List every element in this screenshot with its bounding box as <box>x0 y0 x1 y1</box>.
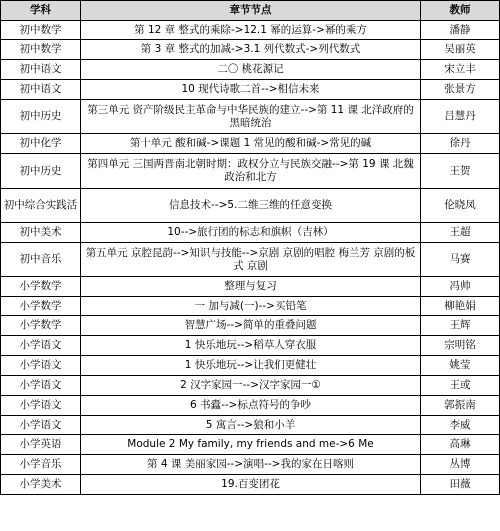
cell-chapter: 信息技术-->5.二维三维的任意变换 <box>81 189 421 223</box>
header-teacher: 教师 <box>421 1 500 21</box>
cell-teacher: 姚莹 <box>421 356 500 376</box>
cell-subject: 初中化学 <box>1 134 81 154</box>
table-row <box>1 277 500 297</box>
cell-subject: 初中历史 <box>1 154 81 189</box>
cell-teacher: 郭振南 <box>421 396 500 416</box>
cell-chapter: 10 现代诗歌二首-->相信未来 <box>81 80 421 100</box>
table-row <box>1 100 500 134</box>
table-header-row <box>1 1 500 21</box>
cell-teacher: 王贺 <box>421 154 500 189</box>
cell-subject: 小学音乐 <box>1 455 81 475</box>
cell-chapter: 19.百变团花 <box>81 475 421 495</box>
cell-chapter: 智慧广场-->简单的重叠问题 <box>81 316 421 336</box>
table-row <box>1 243 500 277</box>
cell-subject: 初中语文 <box>1 60 81 80</box>
cell-chapter: 第三单元 资产阶级民主革命与中华民族的建立-->第 11 课 北洋政府的黑暗统治 <box>81 100 421 134</box>
cell-teacher: 马赛 <box>421 243 500 277</box>
cell-chapter: 第 12 章 整式的乘除->12.1 幂的运算->幂的乘方 <box>81 21 421 40</box>
table-body <box>1 21 500 495</box>
cell-teacher: 王或 <box>421 376 500 396</box>
cell-chapter: 整理与复习 <box>81 277 421 297</box>
cell-chapter: 二〇 桃花源记 <box>81 60 421 80</box>
header-subject: 学科 <box>1 1 81 21</box>
cell-subject: 小学数学 <box>1 277 81 297</box>
cell-teacher: 宗明铭 <box>421 336 500 356</box>
cell-subject: 初中语文 <box>1 80 81 100</box>
table-row <box>1 154 500 189</box>
cell-teacher: 李威 <box>421 416 500 435</box>
cell-teacher: 宋立丰 <box>421 60 500 80</box>
cell-teacher: 徐丹 <box>421 134 500 154</box>
cell-subject: 小学英语 <box>1 435 81 455</box>
cell-subject: 小学语文 <box>1 336 81 356</box>
cell-subject: 小学语文 <box>1 376 81 396</box>
table-row <box>1 297 500 316</box>
cell-chapter: 第四单元 三国两晋南北朝时期：政权分立与民族交融-->第 19 课 北魏政治和北方 <box>81 154 421 189</box>
table-row <box>1 21 500 40</box>
cell-subject: 初中综合实践活 <box>1 189 81 223</box>
cell-chapter: 1 快乐地玩-->稻草人穿衣服 <box>81 336 421 356</box>
table-row <box>1 396 500 416</box>
cell-chapter: Module 2 My family, my friends and me->6 Me <box>81 435 421 455</box>
cell-subject: 初中数学 <box>1 40 81 60</box>
header-chapter: 章节节点 <box>81 1 421 21</box>
cell-chapter: 第五单元 京腔昆韵-->知识与技能-->京剧 京剧的唱腔 梅兰芳 京剧的板式 京剧 <box>81 243 421 277</box>
cell-chapter: 2 汉字家园一-->汉字家园一① <box>81 376 421 396</box>
cell-subject: 小学语文 <box>1 416 81 435</box>
table-row <box>1 223 500 243</box>
cell-chapter: 第十单元 酸和碱->课题 1 常见的酸和碱->常见的碱 <box>81 134 421 154</box>
table-row <box>1 435 500 455</box>
cell-subject: 小学数学 <box>1 297 81 316</box>
table-row <box>1 416 500 435</box>
cell-teacher: 吕慧丹 <box>421 100 500 134</box>
cell-teacher: 高琳 <box>421 435 500 455</box>
table-row <box>1 455 500 475</box>
cell-subject: 初中数学 <box>1 21 81 40</box>
cell-teacher: 张景方 <box>421 80 500 100</box>
cell-teacher: 柳艳娟 <box>421 297 500 316</box>
cell-subject: 小学语文 <box>1 356 81 376</box>
table-row <box>1 40 500 60</box>
table-row <box>1 376 500 396</box>
cell-subject: 小学语文 <box>1 396 81 416</box>
table-row <box>1 60 500 80</box>
table-row <box>1 475 500 495</box>
cell-subject: 初中音乐 <box>1 243 81 277</box>
cell-teacher: 伦晓凤 <box>421 189 500 223</box>
cell-chapter: 第 3 章 整式的加减->3.1 列代数式->列代数式 <box>81 40 421 60</box>
cell-teacher: 吴丽英 <box>421 40 500 60</box>
cell-chapter: 1 快乐地玩-->让我们更健壮 <box>81 356 421 376</box>
cell-teacher: 潘静 <box>421 21 500 40</box>
table-row <box>1 80 500 100</box>
cell-chapter: 5 寓言-->狼和小羊 <box>81 416 421 435</box>
cell-teacher: 王超 <box>421 223 500 243</box>
cell-chapter: 第 4 课 美丽家园-->演唱-->我的家在日喀则 <box>81 455 421 475</box>
cell-chapter: 一 加与减(一)-->买铅笔 <box>81 297 421 316</box>
cell-teacher: 田薇 <box>421 475 500 495</box>
table-row <box>1 356 500 376</box>
cell-subject: 初中历史 <box>1 100 81 134</box>
table-row <box>1 316 500 336</box>
cell-subject: 小学数学 <box>1 316 81 336</box>
cell-chapter: 10-->旅行团的标志和旗帜（吉林） <box>81 223 421 243</box>
cell-subject: 小学美术 <box>1 475 81 495</box>
table-row <box>1 134 500 154</box>
table-row <box>1 336 500 356</box>
cell-chapter: 6 书蠹-->标点符号的争吵 <box>81 396 421 416</box>
cell-teacher: 王辉 <box>421 316 500 336</box>
cell-teacher: 冯帅 <box>421 277 500 297</box>
cell-teacher: 丛博 <box>421 455 500 475</box>
table-row <box>1 189 500 223</box>
cell-subject: 初中美术 <box>1 223 81 243</box>
